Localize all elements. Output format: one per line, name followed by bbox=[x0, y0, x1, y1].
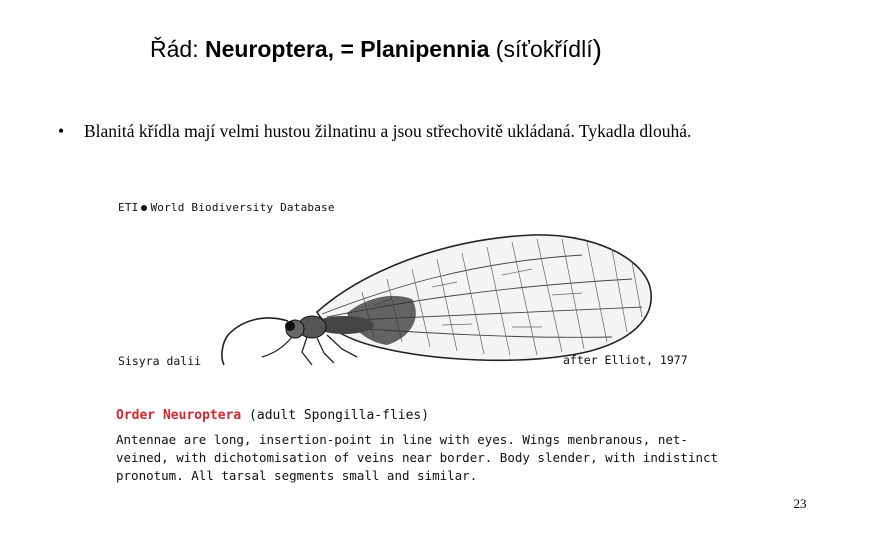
page-number: 23 bbox=[793, 496, 807, 511]
title-czech-name: (síťokřídlí) bbox=[495, 34, 602, 65]
species-name: Sisyra dalii bbox=[118, 354, 202, 368]
lacewing-illustration-icon bbox=[112, 217, 712, 367]
insect-figure bbox=[112, 195, 719, 490]
title-order-name: Neuroptera, = Planipennia bbox=[204, 36, 490, 62]
order-heading bbox=[116, 408, 429, 423]
title-prefix: Řád: bbox=[150, 36, 205, 62]
database-credit: ETI World Biodiversity Database bbox=[118, 201, 335, 214]
description-line: Antennae are long, insertion-point in line with eyes. Wings menbranous, net- bbox=[116, 432, 688, 447]
order-description bbox=[116, 431, 718, 485]
slide-title bbox=[150, 34, 770, 65]
bullet-item bbox=[58, 120, 858, 142]
bullet-symbol: • bbox=[58, 121, 65, 141]
bullet-text: Blanitá křídla mají velmi hustou žilnatinu a jsou střechovitě ukládaná. Tykadla dlouhá. bbox=[84, 121, 692, 141]
description-line: veined, with dichotomisation of veins near border. Body slender, with indistinct bbox=[116, 450, 719, 465]
illustration-credit: after Elliot, 1977 bbox=[563, 353, 688, 367]
order-note: (adult Spongilla-flies) bbox=[241, 408, 430, 423]
order-label: Order Neuroptera bbox=[116, 408, 242, 423]
description-line: pronotum. All tarsal segments small and similar. bbox=[116, 468, 478, 483]
